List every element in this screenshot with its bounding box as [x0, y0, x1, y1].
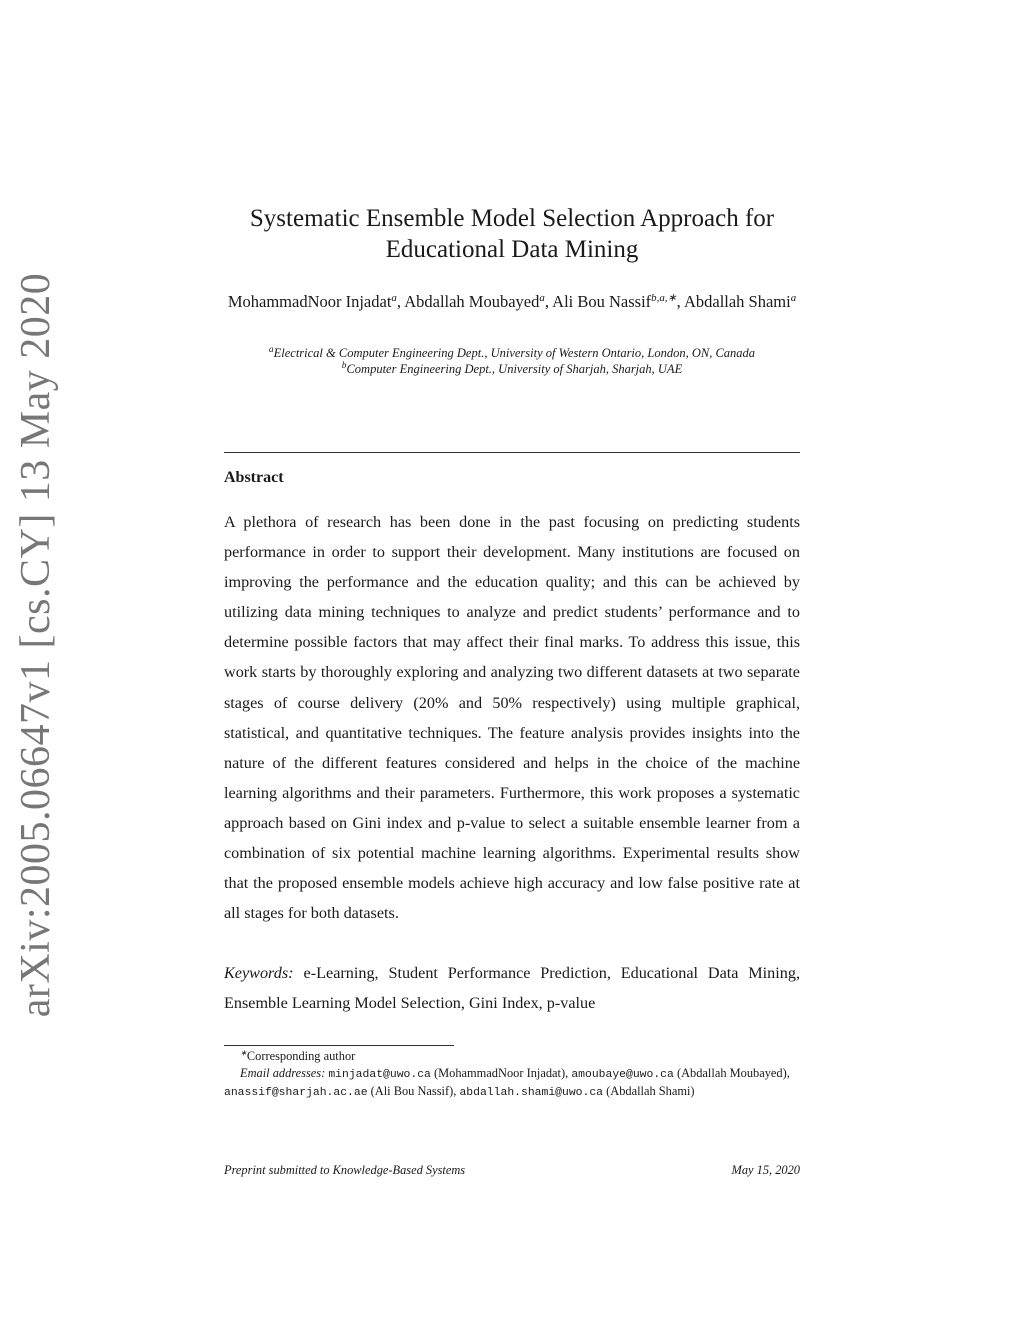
abstract-text: A plethora of research has been done in the past focusing on predicting students performance in order to support their development. Many institutions are focused on improving the performance and the education quality; and this can be achieved by utilizing data mining techniques to analyze and predict students’ performance and to determine possible factors that may affect their final marks. To address this issue, this work starts by thoroughly exploring and analyzing two different datasets at two separate stages of course delivery (20% and 50% respectively) using multiple graphical, statistical, and quantitative techniques. The feature analysis provides insights into the nature of the different features considered and helps in the choice of the machine learning algorithms and their parameters. Furthermore, this work proposes a systematic approach based on Gini index and p-value to select a suitable ensemble learner from a combination of six potential machine learning algorithms. Experimental results show that the proposed ensemble models achieve high accuracy and low false positive rate at all stages for both datasets.	[224, 513, 800, 923]
email-note	[224, 1065, 802, 1102]
keywords-label: Keywords:	[224, 964, 294, 982]
author-affiliation-mark: a	[391, 292, 397, 305]
footnotes	[224, 1048, 802, 1102]
email-address[interactable]: minjadat@uwo.ca	[328, 1068, 431, 1081]
email-label: Email addresses:	[240, 1065, 326, 1080]
corresponding-author-note	[224, 1048, 802, 1065]
title-line-1: Systematic Ensemble Model Selection Approach for	[249, 205, 775, 232]
abstract-heading: Abstract	[224, 469, 284, 486]
affiliation-a	[224, 346, 800, 362]
email-address[interactable]: anassif@sharjah.ac.ae	[224, 1087, 368, 1099]
author-affiliation-mark: a	[790, 292, 797, 305]
affiliation-text: Computer Engineering Dept., University of Sharjah, Sharjah, UAE	[346, 361, 683, 376]
title-line-2: Educational Data Mining	[385, 236, 639, 263]
keywords	[224, 958, 800, 1018]
arxiv-identifier: arXiv:2005.06647v1 [cs.CY] 13 May 2020	[13, 272, 59, 1018]
footer-date: May 15, 2020	[731, 1163, 800, 1177]
author-name: Abdallah Shami	[683, 292, 791, 311]
email-owner: (MohammadNoor Injadat),	[434, 1065, 569, 1080]
author-name: Ali Bou Nassif	[552, 292, 652, 311]
corresponding-author-text: Corresponding author	[246, 1049, 356, 1063]
footer-journal: Preprint submitted to Knowledge-Based Systems	[224, 1163, 466, 1177]
author-separator: ,	[396, 292, 405, 311]
footnote-mark: ∗	[240, 1048, 247, 1058]
paper-title	[224, 203, 800, 265]
abstract-divider	[224, 452, 800, 453]
affiliation-text: Electrical & Computer Engineering Dept., University of Western Ontario, London, ON, Canada	[273, 346, 756, 360]
author-separator: ,	[544, 292, 553, 311]
email-owner: (Abdallah Shami)	[606, 1084, 695, 1098]
email-address[interactable]: amoubaye@uwo.ca	[571, 1068, 674, 1081]
page-footer	[224, 1163, 800, 1178]
affiliations	[224, 346, 800, 377]
author-name: MohammadNoor Injadat	[227, 292, 392, 311]
email-address[interactable]: abdallah.shami@uwo.ca	[459, 1087, 604, 1099]
affiliation-mark: b	[341, 360, 347, 371]
author-affiliation-mark: b,a,∗	[651, 292, 677, 305]
author-separator: ,	[676, 292, 684, 311]
affiliation-b	[224, 362, 800, 378]
affiliation-mark: a	[268, 344, 274, 355]
author-name: Abdallah Moubayed	[404, 292, 540, 311]
email-owner: (Ali Bou Nassif),	[370, 1084, 457, 1098]
email-owner: (Abdallah Moubayed),	[676, 1065, 790, 1080]
footnote-divider	[224, 1045, 454, 1046]
author-list	[224, 291, 800, 312]
keywords-text: e-Learning, Student Performance Prediction, Educational Data Mining, Ensemble Learning Model Selection, Gini Index, p-value	[224, 964, 800, 1013]
author-affiliation-mark: a	[539, 292, 545, 305]
